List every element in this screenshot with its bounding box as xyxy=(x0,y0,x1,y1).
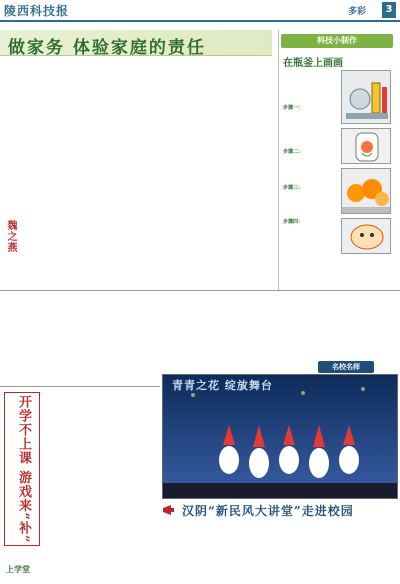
lower-article-col-1 xyxy=(4,294,96,384)
diy-tips xyxy=(341,258,395,288)
diy-panel-title: 科技小制作 xyxy=(281,34,393,48)
article-column-3 xyxy=(182,60,274,152)
diy-subtitle: 在瓶釜上画画 xyxy=(283,58,343,69)
feature-title: 开学不上课 游戏来“补” xyxy=(16,395,31,544)
painted-bottles-photo xyxy=(341,168,391,214)
diy-step-4-text xyxy=(283,226,333,252)
bottom-headline-band xyxy=(162,502,398,518)
feature-article-text xyxy=(44,392,158,560)
diy-materials xyxy=(283,70,343,100)
bottom-article-col-2 xyxy=(244,520,318,580)
bottom-article-col-1 xyxy=(162,520,240,580)
lower-article-col-4 xyxy=(280,294,396,358)
diy-step-1: 步骤一： xyxy=(283,105,304,111)
famous-school-badge: 名校名师 xyxy=(318,361,374,373)
page-number: 3 xyxy=(382,2,396,18)
megaphone-icon xyxy=(162,503,178,517)
diy-step-3: 步骤三： xyxy=(283,185,304,191)
diy-step-2-text xyxy=(283,156,333,180)
author-tag: 魏之燕 xyxy=(5,220,16,253)
middle-article-col-1 xyxy=(24,220,98,286)
article-column-1 xyxy=(4,60,88,220)
headline-band xyxy=(0,30,272,56)
paper-name: 陵西科技报 xyxy=(4,4,70,18)
masthead xyxy=(0,0,400,22)
photo-caption: 青青之花 绽放舞台 xyxy=(172,379,273,392)
section-divider xyxy=(0,290,400,291)
middle-article-col-2 xyxy=(102,220,178,286)
paint-materials-photo xyxy=(341,70,391,124)
diy-step-4: 步骤四： xyxy=(283,219,304,225)
bottom-headline: 汉阴“新民风大讲堂”走进校园 xyxy=(182,504,354,518)
feature-title-box xyxy=(4,392,40,546)
diy-step-3-text xyxy=(283,192,333,214)
column-logo: 上学堂 xyxy=(6,565,30,574)
article-column-2 xyxy=(92,60,178,220)
diy-step-2: 步骤二： xyxy=(283,149,304,155)
bottle-painting-photo xyxy=(341,128,391,164)
diy-panel xyxy=(278,30,398,290)
middle-article-col-3 xyxy=(182,220,276,286)
main-headline: 做家务 体验家庭的责任 xyxy=(8,38,206,58)
bottom-article-col-3 xyxy=(322,520,396,568)
lower-article-col-2 xyxy=(100,294,176,384)
section-divider-2 xyxy=(0,386,160,387)
section-name: 多彩 xyxy=(348,7,367,17)
finished-work-photo xyxy=(341,218,391,254)
lower-article-col-3 xyxy=(182,294,276,370)
diy-step-1-text xyxy=(283,112,333,148)
